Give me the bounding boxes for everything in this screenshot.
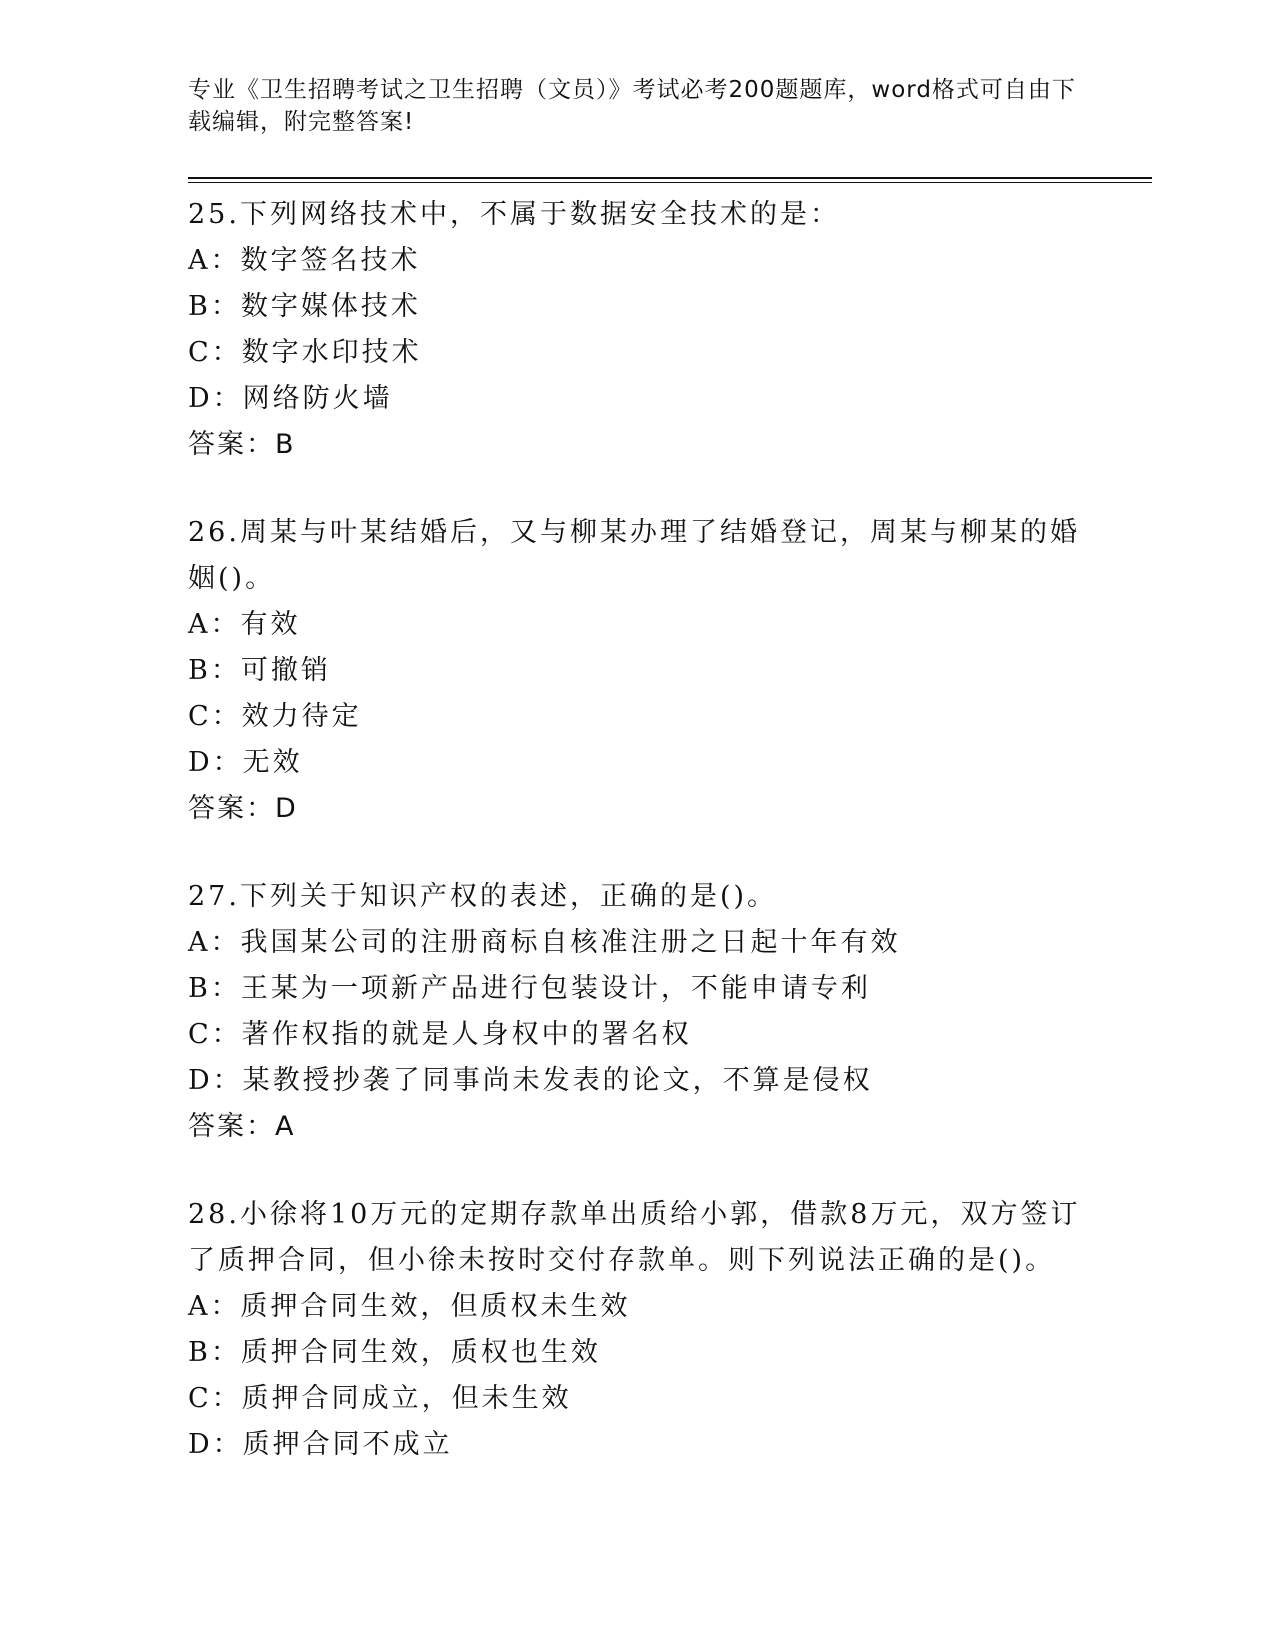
option-d: D：网络防火墙 [188, 383, 393, 414]
question-25 [188, 192, 1088, 468]
option-c: C：著作权指的就是人身权中的署名权 [188, 1019, 692, 1050]
option-a: A：有效 [188, 609, 301, 640]
option-a: A：质押合同生效，但质权未生效 [188, 1291, 631, 1322]
question-28 [188, 1192, 1088, 1468]
question-27 [188, 874, 1088, 1150]
option-a: A：数字签名技术 [188, 245, 421, 276]
option-c: C：数字水印技术 [188, 337, 422, 368]
question-stem: 27.下列关于知识产权的表述，正确的是()。 [188, 881, 778, 912]
question-26 [188, 510, 1088, 832]
answer: 答案：B [188, 429, 296, 460]
option-b: B：质押合同生效，质权也生效 [188, 1337, 601, 1368]
header-divider-thick [188, 177, 1152, 179]
option-b: B：可撤销 [188, 655, 331, 686]
option-c: C：效力待定 [188, 701, 362, 732]
question-stem: 28.小徐将10万元的定期存款单出质给小郭，借款8万元，双方签订了质押合同，但小徐未按时交付存款单。则下列说法正确的是()。 [188, 1199, 1081, 1276]
option-b: B：王某为一项新产品进行包装设计，不能申请专利 [188, 973, 871, 1004]
option-b: B：数字媒体技术 [188, 291, 421, 322]
document-header: 专业《卫生招聘考试之卫生招聘（文员）》考试必考200题题库，word格式可自由下载编辑，附完整答案! [188, 77, 1076, 135]
option-d: D：质押合同不成立 [188, 1429, 453, 1460]
option-a: A：我国某公司的注册商标自核准注册之日起十年有效 [188, 927, 901, 958]
answer: 答案：A [188, 1111, 296, 1142]
option-d: D：某教授抄袭了同事尚未发表的论文，不算是侵权 [188, 1065, 873, 1096]
question-stem: 25.下列网络技术中，不属于数据安全技术的是： [188, 199, 840, 230]
header-divider-thin [188, 182, 1152, 183]
option-c: C：质押合同成立，但未生效 [188, 1383, 572, 1414]
question-list [188, 192, 1088, 1510]
option-d: D：无效 [188, 747, 303, 778]
question-stem: 26.周某与叶某结婚后，又与柳某办理了结婚登记，周某与柳某的婚姻()。 [188, 517, 1080, 594]
answer: 答案：D [188, 793, 298, 824]
